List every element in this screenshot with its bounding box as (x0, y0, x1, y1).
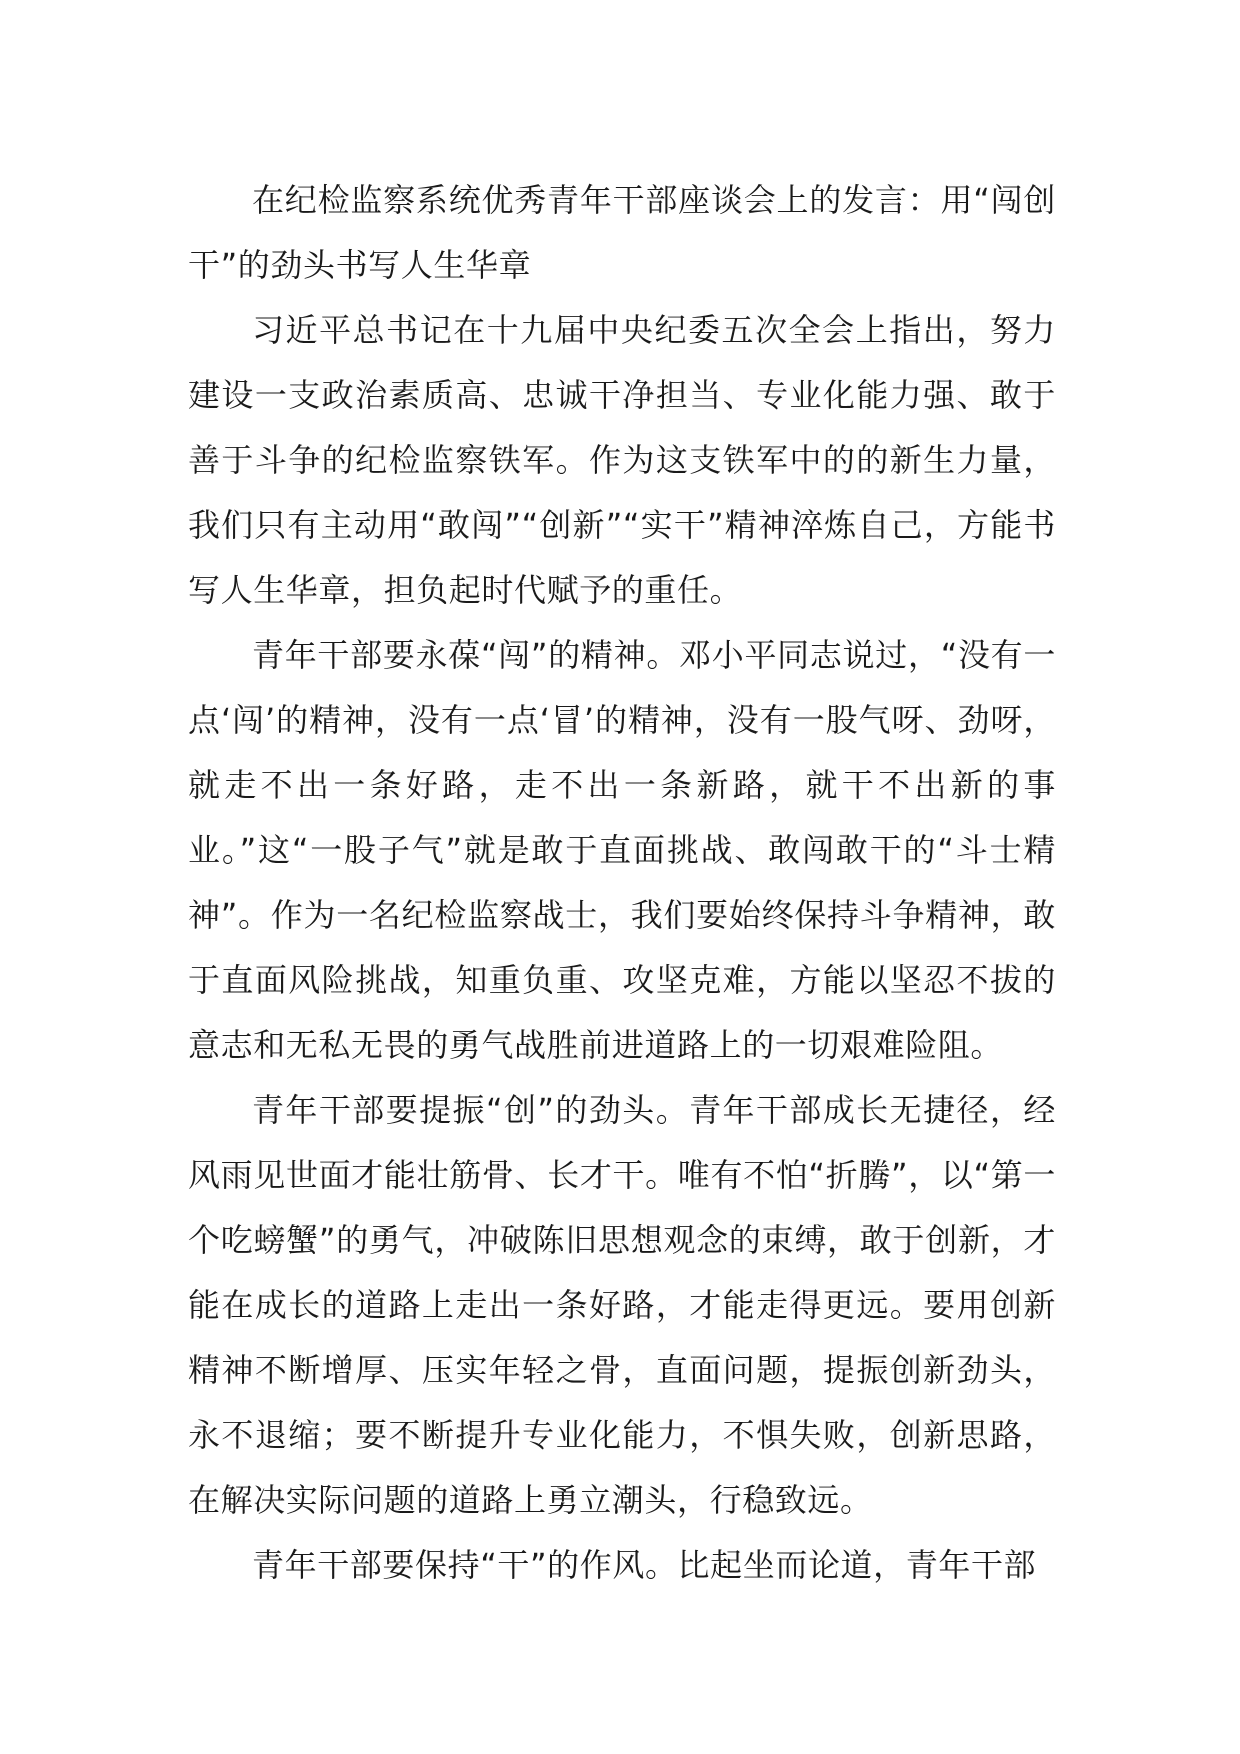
paragraph: 青年干部要提振“创”的劲头。青年干部成长无捷径，经风雨见世面才能壮筋骨、长才干。唯有不怕“折腾”，以“第一个吃螃蟹”的勇气，冲破陈旧思想观念的束缚，敢于创新，才能在成长的道路上走出一条好路，才能走得更远。要用创新精神不断增厚、压实年轻之骨，直面问题，提振创新劲头，永不退缩；要不断提升专业化能力，不惧失败，创新思路，在解决实际问题的道路上勇立潮头，行稳致远。 (188, 1091, 1056, 1519)
document-title: 在纪检监察系统优秀青年干部座谈会上的发言：用“闯创干”的劲头书写人生华章 (188, 181, 1056, 284)
paragraph: 青年干部要保持“干”的作风。比起坐而论道，青年干部 (252, 1546, 1037, 1584)
paragraph: 青年干部要永葆“闯”的精神。邓小平同志说过，“没有一点‘闯’的精神，没有一点‘冒’的精神，没有一股气呀、劲呀，就走不出一条好路，走不出一条新路，就干不出新的事业。”这“一股子气”就是敢于直面挑战、敢闯敢干的“斗士精神”。作为一名纪检监察战士，我们要始终保持斗争精神，敢于直面风险挑战，知重负重、攻坚克难，方能以坚忍不拔的意志和无私无畏的勇气战胜前进道路上的一切艰难险阻。 (188, 636, 1056, 1064)
document-body (188, 168, 1056, 1598)
paragraph: 习近平总书记在十九届中央纪委五次全会上指出，努力建设一支政治素质高、忠诚干净担当、专业化能力强、敢于善于斗争的纪检监察铁军。作为这支铁军中的的新生力量，我们只有主动用“敢闯”“创新”“实干”精神淬炼自己，方能书写人生华章，担负起时代赋予的重任。 (188, 311, 1056, 609)
